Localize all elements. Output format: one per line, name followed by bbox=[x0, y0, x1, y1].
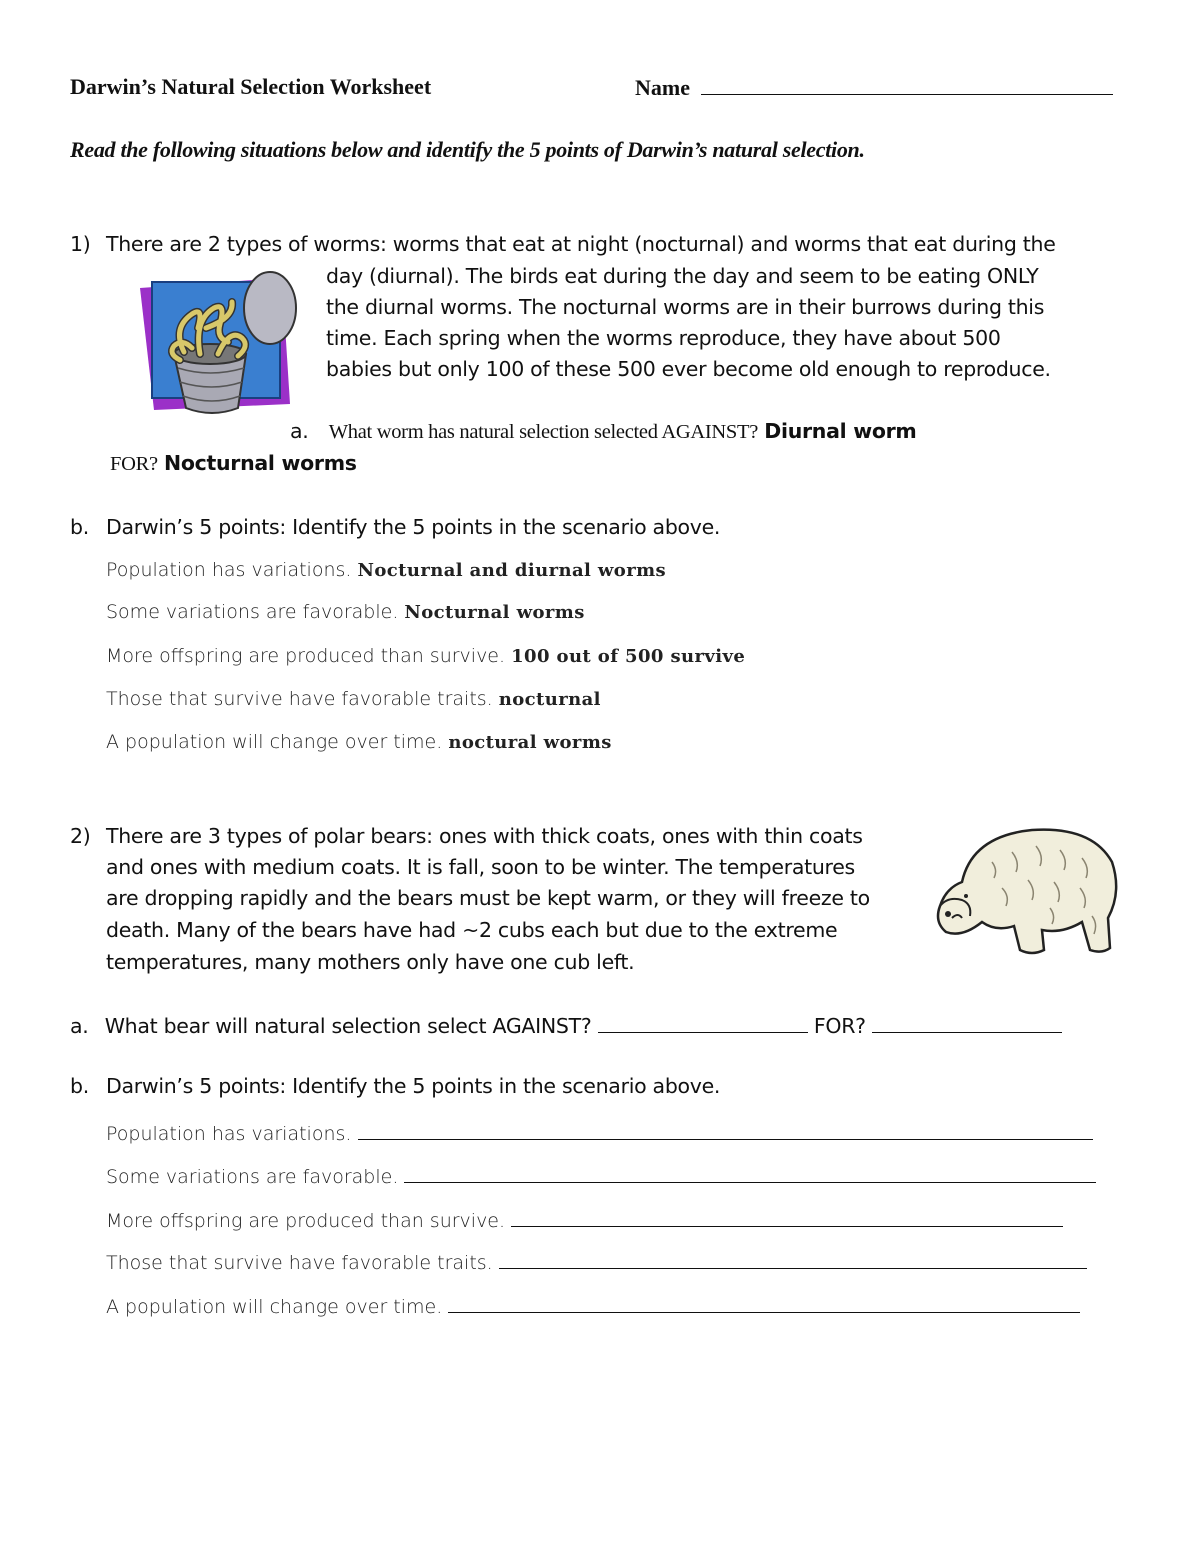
polar-bear-illustration bbox=[932, 822, 1122, 957]
q1-point-5-label: A population will change over time. bbox=[106, 731, 443, 753]
q2b-letter: b. bbox=[70, 1074, 89, 1098]
q1-number: 1) bbox=[70, 232, 91, 256]
name-blank-line[interactable] bbox=[701, 74, 1113, 95]
q1a-for-label: FOR? bbox=[110, 453, 158, 475]
q2-line-3: are dropping rapidly and the bears must be kept warm, or they will freeze to bbox=[106, 886, 870, 910]
q2-point-3-label: More offspring are produced than survive. bbox=[106, 1210, 506, 1232]
q2-number: 2) bbox=[70, 824, 91, 848]
q2-point-1[interactable] bbox=[106, 1119, 1093, 1145]
q2a-question: What bear will natural selection select AGAINST? bbox=[104, 1014, 592, 1038]
q1a-answer-against: Diurnal worm bbox=[764, 419, 917, 443]
name-field[interactable] bbox=[635, 74, 1113, 101]
q1-point-3-label: More offspring are produced than survive. bbox=[106, 645, 506, 667]
q2a-row[interactable] bbox=[70, 1012, 1062, 1038]
bear-nose bbox=[945, 911, 951, 917]
q2-line-2: and ones with medium coats. It is fall, soon to be winter. The temperatures bbox=[106, 855, 855, 879]
q2a-for-label: FOR? bbox=[813, 1014, 866, 1038]
q2a-against-blank[interactable] bbox=[598, 1012, 808, 1033]
q1-point-4 bbox=[106, 688, 601, 710]
can-lid bbox=[244, 272, 296, 344]
q1-point-4-answer: nocturnal bbox=[498, 689, 601, 710]
q1-point-2 bbox=[106, 601, 585, 623]
q1-point-1-label: Population has variations. bbox=[106, 559, 352, 581]
q2-point-4[interactable] bbox=[106, 1248, 1087, 1274]
q2-line-4: death. Many of the bears have had ~2 cubs each but due to the extreme bbox=[106, 918, 838, 942]
q1-line-3: the diurnal worms. The nocturnal worms are in their burrows during this bbox=[326, 295, 1045, 319]
q2-point-3[interactable] bbox=[106, 1206, 1063, 1232]
q1-line-5: babies but only 100 of these 500 ever become old enough to reproduce. bbox=[326, 357, 1051, 381]
q2-point-2[interactable] bbox=[106, 1162, 1096, 1188]
q2-point-4-label: Those that survive have favorable traits. bbox=[106, 1252, 493, 1274]
can-of-worms-illustration bbox=[134, 268, 299, 418]
q2-line-5: temperatures, many mothers only have one cub left. bbox=[106, 950, 635, 974]
q2-line-1: There are 3 types of polar bears: ones with thick coats, ones with thin coats bbox=[106, 824, 863, 848]
q1a-question: What worm has natural selection selected AGAINST? bbox=[328, 421, 759, 443]
worksheet-title: Darwin’s Natural Selection Worksheet bbox=[70, 74, 432, 99]
q1a-letter: a. bbox=[290, 419, 309, 443]
q2-point-2-blank[interactable] bbox=[404, 1162, 1096, 1183]
q1-point-5-answer: noctural worms bbox=[448, 732, 612, 753]
q2-point-5-blank[interactable] bbox=[448, 1292, 1080, 1313]
q1-point-2-label: Some variations are favorable. bbox=[106, 601, 399, 623]
bear-eye bbox=[964, 894, 968, 898]
q2-point-1-label: Population has variations. bbox=[106, 1123, 352, 1145]
name-label: Name bbox=[635, 75, 690, 100]
q2-point-3-blank[interactable] bbox=[511, 1206, 1063, 1227]
q1-point-3-answer: 100 out of 500 survive bbox=[511, 646, 746, 667]
bear-body bbox=[938, 830, 1116, 953]
q2-point-2-label: Some variations are favorable. bbox=[106, 1166, 399, 1188]
q2b-heading: Darwin’s 5 points: Identify the 5 points in the scenario above. bbox=[106, 1074, 721, 1098]
q1b-heading: Darwin’s 5 points: Identify the 5 points in the scenario above. bbox=[106, 515, 721, 539]
q2-point-1-blank[interactable] bbox=[358, 1119, 1093, 1140]
q2-point-4-blank[interactable] bbox=[499, 1248, 1087, 1269]
q2-point-5[interactable] bbox=[106, 1292, 1080, 1318]
q1-line-4: time. Each spring when the worms reproduce, they have about 500 bbox=[326, 326, 1001, 350]
q1a-for-row bbox=[110, 451, 357, 476]
q1-point-1-answer: Nocturnal and diurnal worms bbox=[357, 560, 667, 581]
q1b-letter: b. bbox=[70, 515, 89, 539]
instructions: Read the following situations below and identify the 5 points of Darwin’s natural selection. bbox=[70, 137, 865, 162]
q1a-row bbox=[290, 419, 916, 444]
q1-point-3 bbox=[106, 645, 745, 667]
q1a-answer-for: Nocturnal worms bbox=[164, 451, 357, 475]
q1-point-1 bbox=[106, 559, 666, 581]
q1-point-4-label: Those that survive have favorable traits. bbox=[106, 688, 493, 710]
q2a-letter: a. bbox=[70, 1014, 89, 1038]
q2a-for-blank[interactable] bbox=[872, 1012, 1062, 1033]
q1-line-1: There are 2 types of worms: worms that eat at night (nocturnal) and worms that eat during the bbox=[106, 232, 1056, 256]
q2-point-5-label: A population will change over time. bbox=[106, 1296, 443, 1318]
q1-point-5 bbox=[106, 731, 612, 753]
q1-point-2-answer: Nocturnal worms bbox=[404, 602, 585, 623]
q1-line-2: day (diurnal). The birds eat during the day and seem to be eating ONLY bbox=[326, 264, 1039, 288]
